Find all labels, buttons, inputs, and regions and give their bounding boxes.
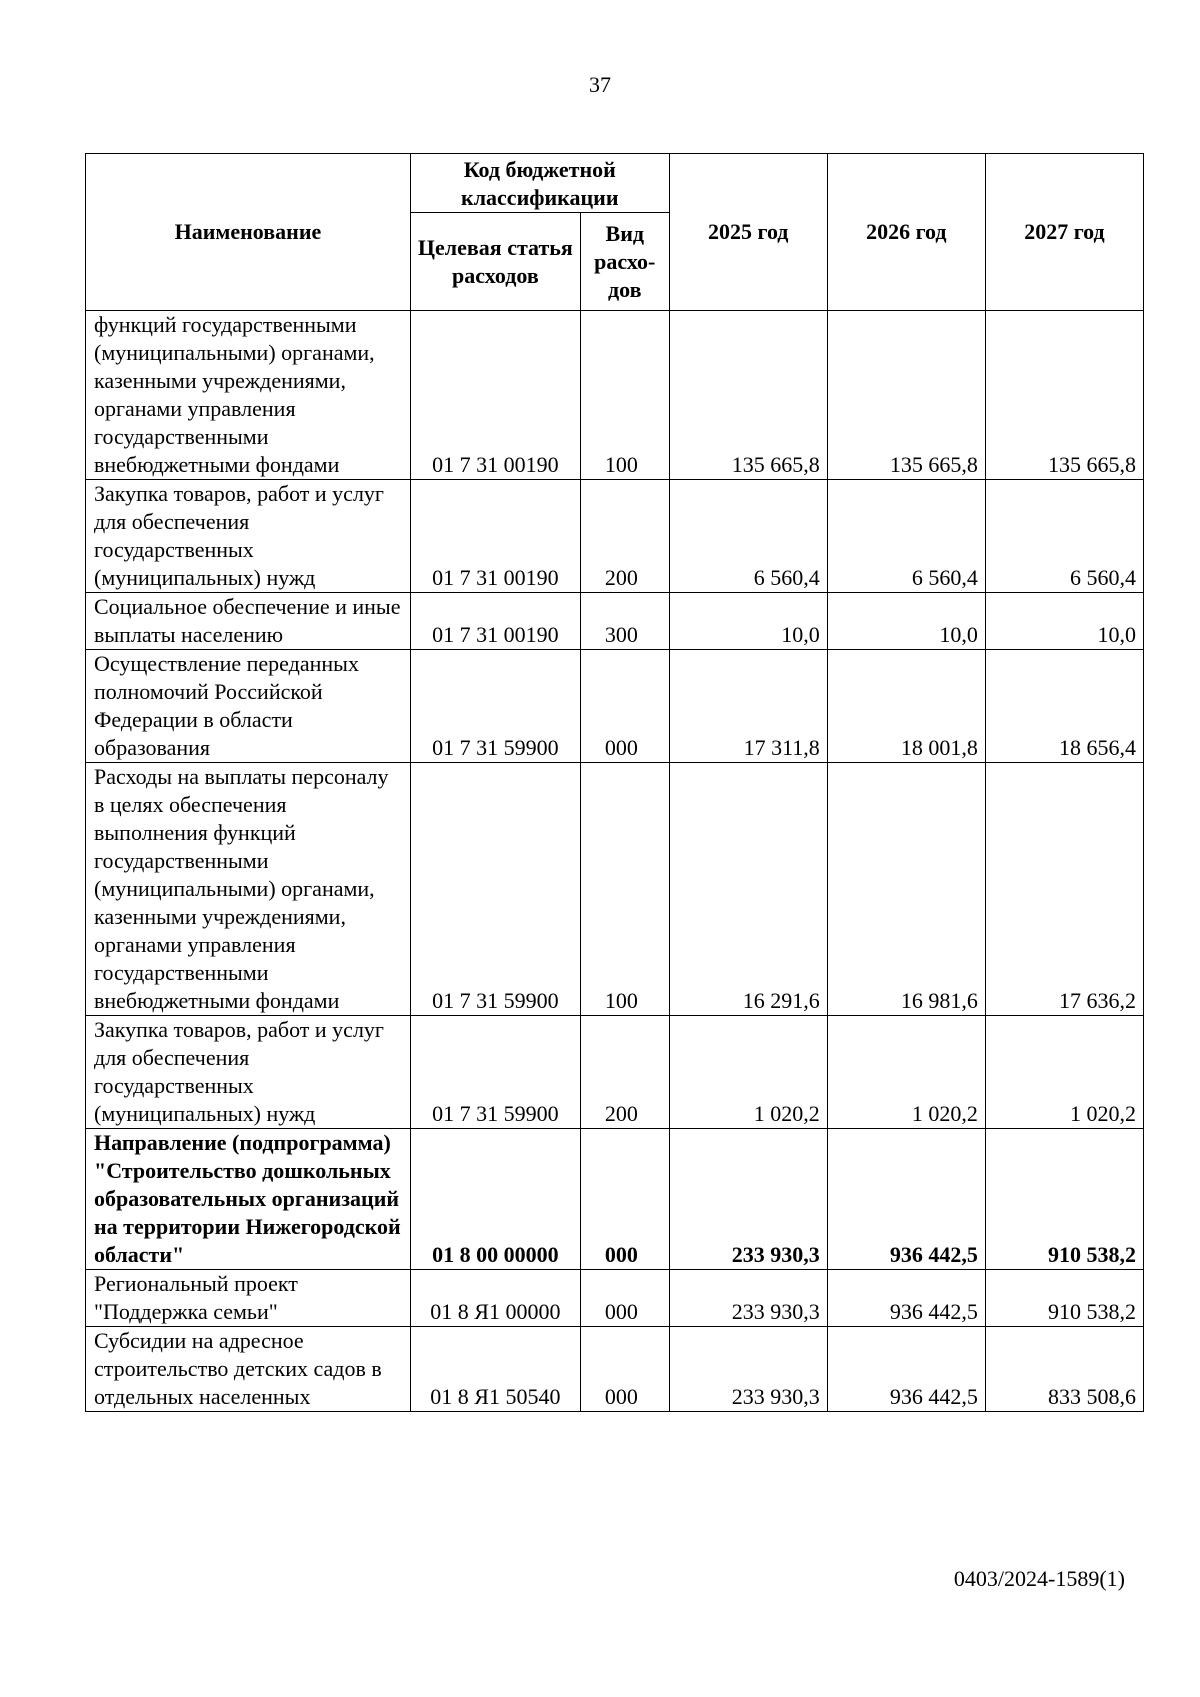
row-value-2025: 10,0	[669, 593, 827, 650]
row-value-2026: 10,0	[827, 593, 985, 650]
header-code-group: Код бюджетной классификации	[410, 154, 669, 213]
header-name: Наименование	[86, 154, 411, 311]
row-name: Закупка товаров, работ и услуг для обеспечения государственных (муниципальных) нужд	[86, 480, 411, 593]
row-expense-type: 200	[580, 1016, 669, 1129]
row-target-code: 01 7 31 00190	[410, 311, 580, 480]
row-value-2025: 6 560,4	[669, 480, 827, 593]
header-expense-type: Вид расхо-дов	[580, 213, 669, 311]
row-expense-type: 100	[580, 311, 669, 480]
row-expense-type: 100	[580, 763, 669, 1016]
header-target-article: Целевая статья расходов	[410, 213, 580, 311]
header-2025: 2025 год	[669, 154, 827, 311]
row-value-2025: 16 291,6	[669, 763, 827, 1016]
row-expense-type: 000	[580, 650, 669, 763]
row-value-2025: 233 930,3	[669, 1129, 827, 1270]
row-value-2025: 233 930,3	[669, 1270, 827, 1327]
row-value-2027: 910 538,2	[985, 1129, 1143, 1270]
row-value-2026: 16 981,6	[827, 763, 985, 1016]
header-2027: 2027 год	[985, 154, 1143, 311]
row-value-2026: 936 442,5	[827, 1270, 985, 1327]
row-expense-type: 300	[580, 593, 669, 650]
header-2026: 2026 год	[827, 154, 985, 311]
row-expense-type: 000	[580, 1129, 669, 1270]
row-value-2026: 936 442,5	[827, 1129, 985, 1270]
row-value-2025: 135 665,8	[669, 311, 827, 480]
row-value-2025: 233 930,3	[669, 1327, 827, 1412]
row-target-code: 01 7 31 00190	[410, 593, 580, 650]
table-row	[86, 1270, 1144, 1327]
row-name: Направление (подпрограмма) "Строительство дошкольных образовательных организаций на территории Нижегородской области"	[86, 1129, 411, 1270]
row-target-code: 01 7 31 59900	[410, 650, 580, 763]
row-value-2026: 18 001,8	[827, 650, 985, 763]
row-value-2026: 6 560,4	[827, 480, 985, 593]
row-value-2027: 10,0	[985, 593, 1143, 650]
table-body	[86, 311, 1144, 1412]
row-value-2027: 17 636,2	[985, 763, 1143, 1016]
table-row	[86, 1129, 1144, 1270]
table-row	[86, 593, 1144, 650]
row-expense-type: 000	[580, 1270, 669, 1327]
row-target-code: 01 7 31 59900	[410, 763, 580, 1016]
document-id: 0403/2024-1589(1)	[953, 1566, 1125, 1591]
row-target-code: 01 7 31 59900	[410, 1016, 580, 1129]
budget-table	[85, 153, 1144, 1412]
row-value-2027: 910 538,2	[985, 1270, 1143, 1327]
table-row	[86, 311, 1144, 480]
row-target-code: 01 8 00 00000	[410, 1129, 580, 1270]
row-name: Закупка товаров, работ и услуг для обеспечения государственных (муниципальных) нужд	[86, 1016, 411, 1129]
table-row	[86, 1016, 1144, 1129]
table-row	[86, 480, 1144, 593]
row-value-2027: 6 560,4	[985, 480, 1143, 593]
row-target-code: 01 7 31 00190	[410, 480, 580, 593]
row-expense-type: 000	[580, 1327, 669, 1412]
row-target-code: 01 8 Я1 50540	[410, 1327, 580, 1412]
table-header	[86, 154, 1144, 311]
row-value-2025: 17 311,8	[669, 650, 827, 763]
row-value-2026: 135 665,8	[827, 311, 985, 480]
table-row	[86, 1327, 1144, 1412]
table-row	[86, 763, 1144, 1016]
row-expense-type: 200	[580, 480, 669, 593]
row-value-2027: 18 656,4	[985, 650, 1143, 763]
row-name: функций государственными (муниципальными) органами, казенными учреждениями, органами управления государственными внебюджетными фондами	[86, 311, 411, 480]
table-row	[86, 650, 1144, 763]
page-number: 37	[589, 72, 611, 97]
row-value-2026: 936 442,5	[827, 1327, 985, 1412]
row-name: Социальное обеспечение и иные выплаты населению	[86, 593, 411, 650]
row-value-2027: 1 020,2	[985, 1016, 1143, 1129]
row-value-2025: 1 020,2	[669, 1016, 827, 1129]
row-name: Осуществление переданных полномочий Российской Федерации в области образования	[86, 650, 411, 763]
row-value-2027: 833 508,6	[985, 1327, 1143, 1412]
row-name: Субсидии на адресное строительство детских садов в отдельных населенных	[86, 1327, 411, 1412]
row-name: Расходы на выплаты персоналу в целях обеспечения выполнения функций государственными (муниципальными) органами, казенными учреждениями, органами управления государственными внебюджетными фондами	[86, 763, 411, 1016]
row-value-2026: 1 020,2	[827, 1016, 985, 1129]
row-name: Региональный проект "Поддержка семьи"	[86, 1270, 411, 1327]
row-target-code: 01 8 Я1 00000	[410, 1270, 580, 1327]
row-value-2027: 135 665,8	[985, 311, 1143, 480]
